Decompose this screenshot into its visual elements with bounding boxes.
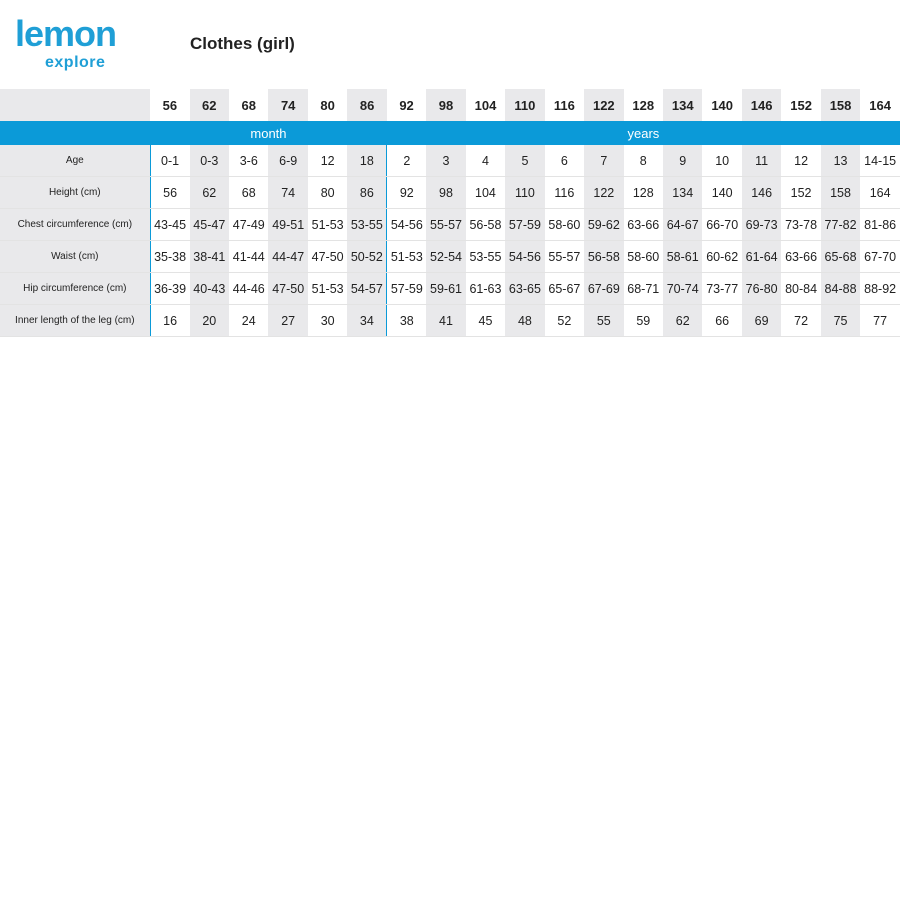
table-cell: 0-3 <box>190 145 229 177</box>
table-cell: 10 <box>702 145 741 177</box>
table-row <box>0 305 900 337</box>
logo-wordmark: lemon <box>15 13 117 54</box>
table-row <box>0 273 900 305</box>
size-header-cell: 152 <box>781 89 820 121</box>
table-cell: 77-82 <box>821 209 860 241</box>
table-cell: 62 <box>663 305 702 337</box>
table-cell: 73-78 <box>781 209 820 241</box>
table-row <box>0 209 900 241</box>
table-cell: 67-70 <box>860 241 900 273</box>
table-cell: 64-67 <box>663 209 702 241</box>
table-cell: 59-61 <box>426 273 465 305</box>
table-cell: 6 <box>545 145 584 177</box>
table-cell: 35-38 <box>150 241 189 273</box>
table-cell: 45 <box>466 305 505 337</box>
table-cell: 51-53 <box>387 241 426 273</box>
table-cell: 9 <box>663 145 702 177</box>
table-cell: 57-59 <box>505 209 544 241</box>
size-header-cell: 140 <box>702 89 741 121</box>
table-cell: 52 <box>545 305 584 337</box>
table-cell: 49-51 <box>268 209 307 241</box>
table-cell: 54-56 <box>387 209 426 241</box>
table-cell: 44-47 <box>268 241 307 273</box>
table-cell: 6-9 <box>268 145 307 177</box>
size-header-cell: 116 <box>545 89 584 121</box>
size-header-cell: 68 <box>229 89 268 121</box>
table-cell: 70-74 <box>663 273 702 305</box>
size-header-cell: 74 <box>268 89 307 121</box>
table-cell: 44-46 <box>229 273 268 305</box>
table-cell: 67-69 <box>584 273 623 305</box>
table-cell: 47-50 <box>308 241 347 273</box>
table-cell: 58-61 <box>663 241 702 273</box>
table-cell: 84-88 <box>821 273 860 305</box>
table-cell: 66 <box>702 305 741 337</box>
table-cell: 68 <box>229 177 268 209</box>
table-cell: 34 <box>347 305 386 337</box>
table-cell: 51-53 <box>308 273 347 305</box>
table-cell: 56 <box>150 177 189 209</box>
table-cell: 59-62 <box>584 209 623 241</box>
table-cell: 56-58 <box>584 241 623 273</box>
header-corner-cell <box>0 89 150 121</box>
table-cell: 110 <box>505 177 544 209</box>
row-label: Waist (cm) <box>0 241 150 273</box>
table-cell: 3 <box>426 145 465 177</box>
table-cell: 45-47 <box>190 209 229 241</box>
size-header-cell: 86 <box>347 89 386 121</box>
table-cell: 53-55 <box>347 209 386 241</box>
size-header-cell: 158 <box>821 89 860 121</box>
size-header-cell: 56 <box>150 89 189 121</box>
table-cell: 40-43 <box>190 273 229 305</box>
table-cell: 27 <box>268 305 307 337</box>
table-cell: 12 <box>781 145 820 177</box>
size-header-cell: 122 <box>584 89 623 121</box>
table-cell: 75 <box>821 305 860 337</box>
table-cell: 122 <box>584 177 623 209</box>
table-cell: 38 <box>387 305 426 337</box>
table-cell: 48 <box>505 305 544 337</box>
table-cell: 69-73 <box>742 209 781 241</box>
size-header-cell: 62 <box>190 89 229 121</box>
table-cell: 30 <box>308 305 347 337</box>
table-cell: 24 <box>229 305 268 337</box>
age-band-row <box>0 121 900 145</box>
table-cell: 14-15 <box>860 145 900 177</box>
row-label: Chest circumference (cm) <box>0 209 150 241</box>
table-cell: 3-6 <box>229 145 268 177</box>
table-cell: 54-57 <box>347 273 386 305</box>
table-cell: 63-65 <box>505 273 544 305</box>
table-cell: 146 <box>742 177 781 209</box>
table-cell: 47-50 <box>268 273 307 305</box>
table-cell: 61-63 <box>466 273 505 305</box>
table-cell: 59 <box>624 305 663 337</box>
band-years: years <box>387 121 900 145</box>
table-cell: 0-1 <box>150 145 189 177</box>
table-cell: 11 <box>742 145 781 177</box>
table-cell: 43-45 <box>150 209 189 241</box>
band-spacer <box>0 121 150 145</box>
table-cell: 50-52 <box>347 241 386 273</box>
table-cell: 88-92 <box>860 273 900 305</box>
size-header-cell: 104 <box>466 89 505 121</box>
size-header-cell: 146 <box>742 89 781 121</box>
table-cell: 104 <box>466 177 505 209</box>
table-cell: 63-66 <box>624 209 663 241</box>
band-month: month <box>150 121 387 145</box>
table-cell: 16 <box>150 305 189 337</box>
table-cell: 65-67 <box>545 273 584 305</box>
table-cell: 62 <box>190 177 229 209</box>
table-cell: 4 <box>466 145 505 177</box>
table-cell: 38-41 <box>190 241 229 273</box>
table-cell: 51-53 <box>308 209 347 241</box>
table-cell: 55-57 <box>426 209 465 241</box>
table-cell: 8 <box>624 145 663 177</box>
size-chart-table <box>0 89 900 337</box>
size-header-cell: 92 <box>387 89 426 121</box>
size-header-row <box>0 89 900 121</box>
table-cell: 57-59 <box>387 273 426 305</box>
row-label: Height (cm) <box>0 177 150 209</box>
table-cell: 60-62 <box>702 241 741 273</box>
table-cell: 116 <box>545 177 584 209</box>
size-header-cell: 134 <box>663 89 702 121</box>
table-cell: 128 <box>624 177 663 209</box>
size-header-cell: 98 <box>426 89 465 121</box>
table-cell: 41-44 <box>229 241 268 273</box>
table-row <box>0 145 900 177</box>
table-cell: 47-49 <box>229 209 268 241</box>
table-row <box>0 177 900 209</box>
table-cell: 58-60 <box>624 241 663 273</box>
table-cell: 20 <box>190 305 229 337</box>
table-cell: 134 <box>663 177 702 209</box>
size-header-cell: 164 <box>860 89 900 121</box>
table-cell: 76-80 <box>742 273 781 305</box>
size-header-cell: 80 <box>308 89 347 121</box>
table-cell: 80-84 <box>781 273 820 305</box>
table-cell: 77 <box>860 305 900 337</box>
table-cell: 73-77 <box>702 273 741 305</box>
table-cell: 158 <box>821 177 860 209</box>
size-header-cell: 128 <box>624 89 663 121</box>
table-cell: 80 <box>308 177 347 209</box>
table-cell: 41 <box>426 305 465 337</box>
table-cell: 65-68 <box>821 241 860 273</box>
table-cell: 98 <box>426 177 465 209</box>
table-cell: 68-71 <box>624 273 663 305</box>
page-title: Clothes (girl) <box>190 34 295 53</box>
table-cell: 7 <box>584 145 623 177</box>
table-cell: 69 <box>742 305 781 337</box>
table-cell: 36-39 <box>150 273 189 305</box>
table-cell: 12 <box>308 145 347 177</box>
row-label: Age <box>0 145 150 177</box>
table-cell: 56-58 <box>466 209 505 241</box>
table-cell: 55 <box>584 305 623 337</box>
row-label: Hip circumference (cm) <box>0 273 150 305</box>
logo-subtitle: explore <box>45 54 106 71</box>
table-cell: 18 <box>347 145 386 177</box>
table-cell: 61-64 <box>742 241 781 273</box>
table-cell: 52-54 <box>426 241 465 273</box>
table-cell: 164 <box>860 177 900 209</box>
table-cell: 86 <box>347 177 386 209</box>
table-row <box>0 241 900 273</box>
table-cell: 92 <box>387 177 426 209</box>
table-cell: 5 <box>505 145 544 177</box>
table-cell: 152 <box>781 177 820 209</box>
table-cell: 13 <box>821 145 860 177</box>
table-cell: 140 <box>702 177 741 209</box>
table-cell: 66-70 <box>702 209 741 241</box>
table-cell: 74 <box>268 177 307 209</box>
row-label: Inner length of the leg (cm) <box>0 305 150 337</box>
table-cell: 72 <box>781 305 820 337</box>
size-header-cell: 110 <box>505 89 544 121</box>
table-cell: 55-57 <box>545 241 584 273</box>
table-cell: 54-56 <box>505 241 544 273</box>
table-cell: 2 <box>387 145 426 177</box>
table-cell: 81-86 <box>860 209 900 241</box>
table-cell: 53-55 <box>466 241 505 273</box>
table-cell: 63-66 <box>781 241 820 273</box>
table-cell: 58-60 <box>545 209 584 241</box>
lemon-logo <box>15 14 135 72</box>
